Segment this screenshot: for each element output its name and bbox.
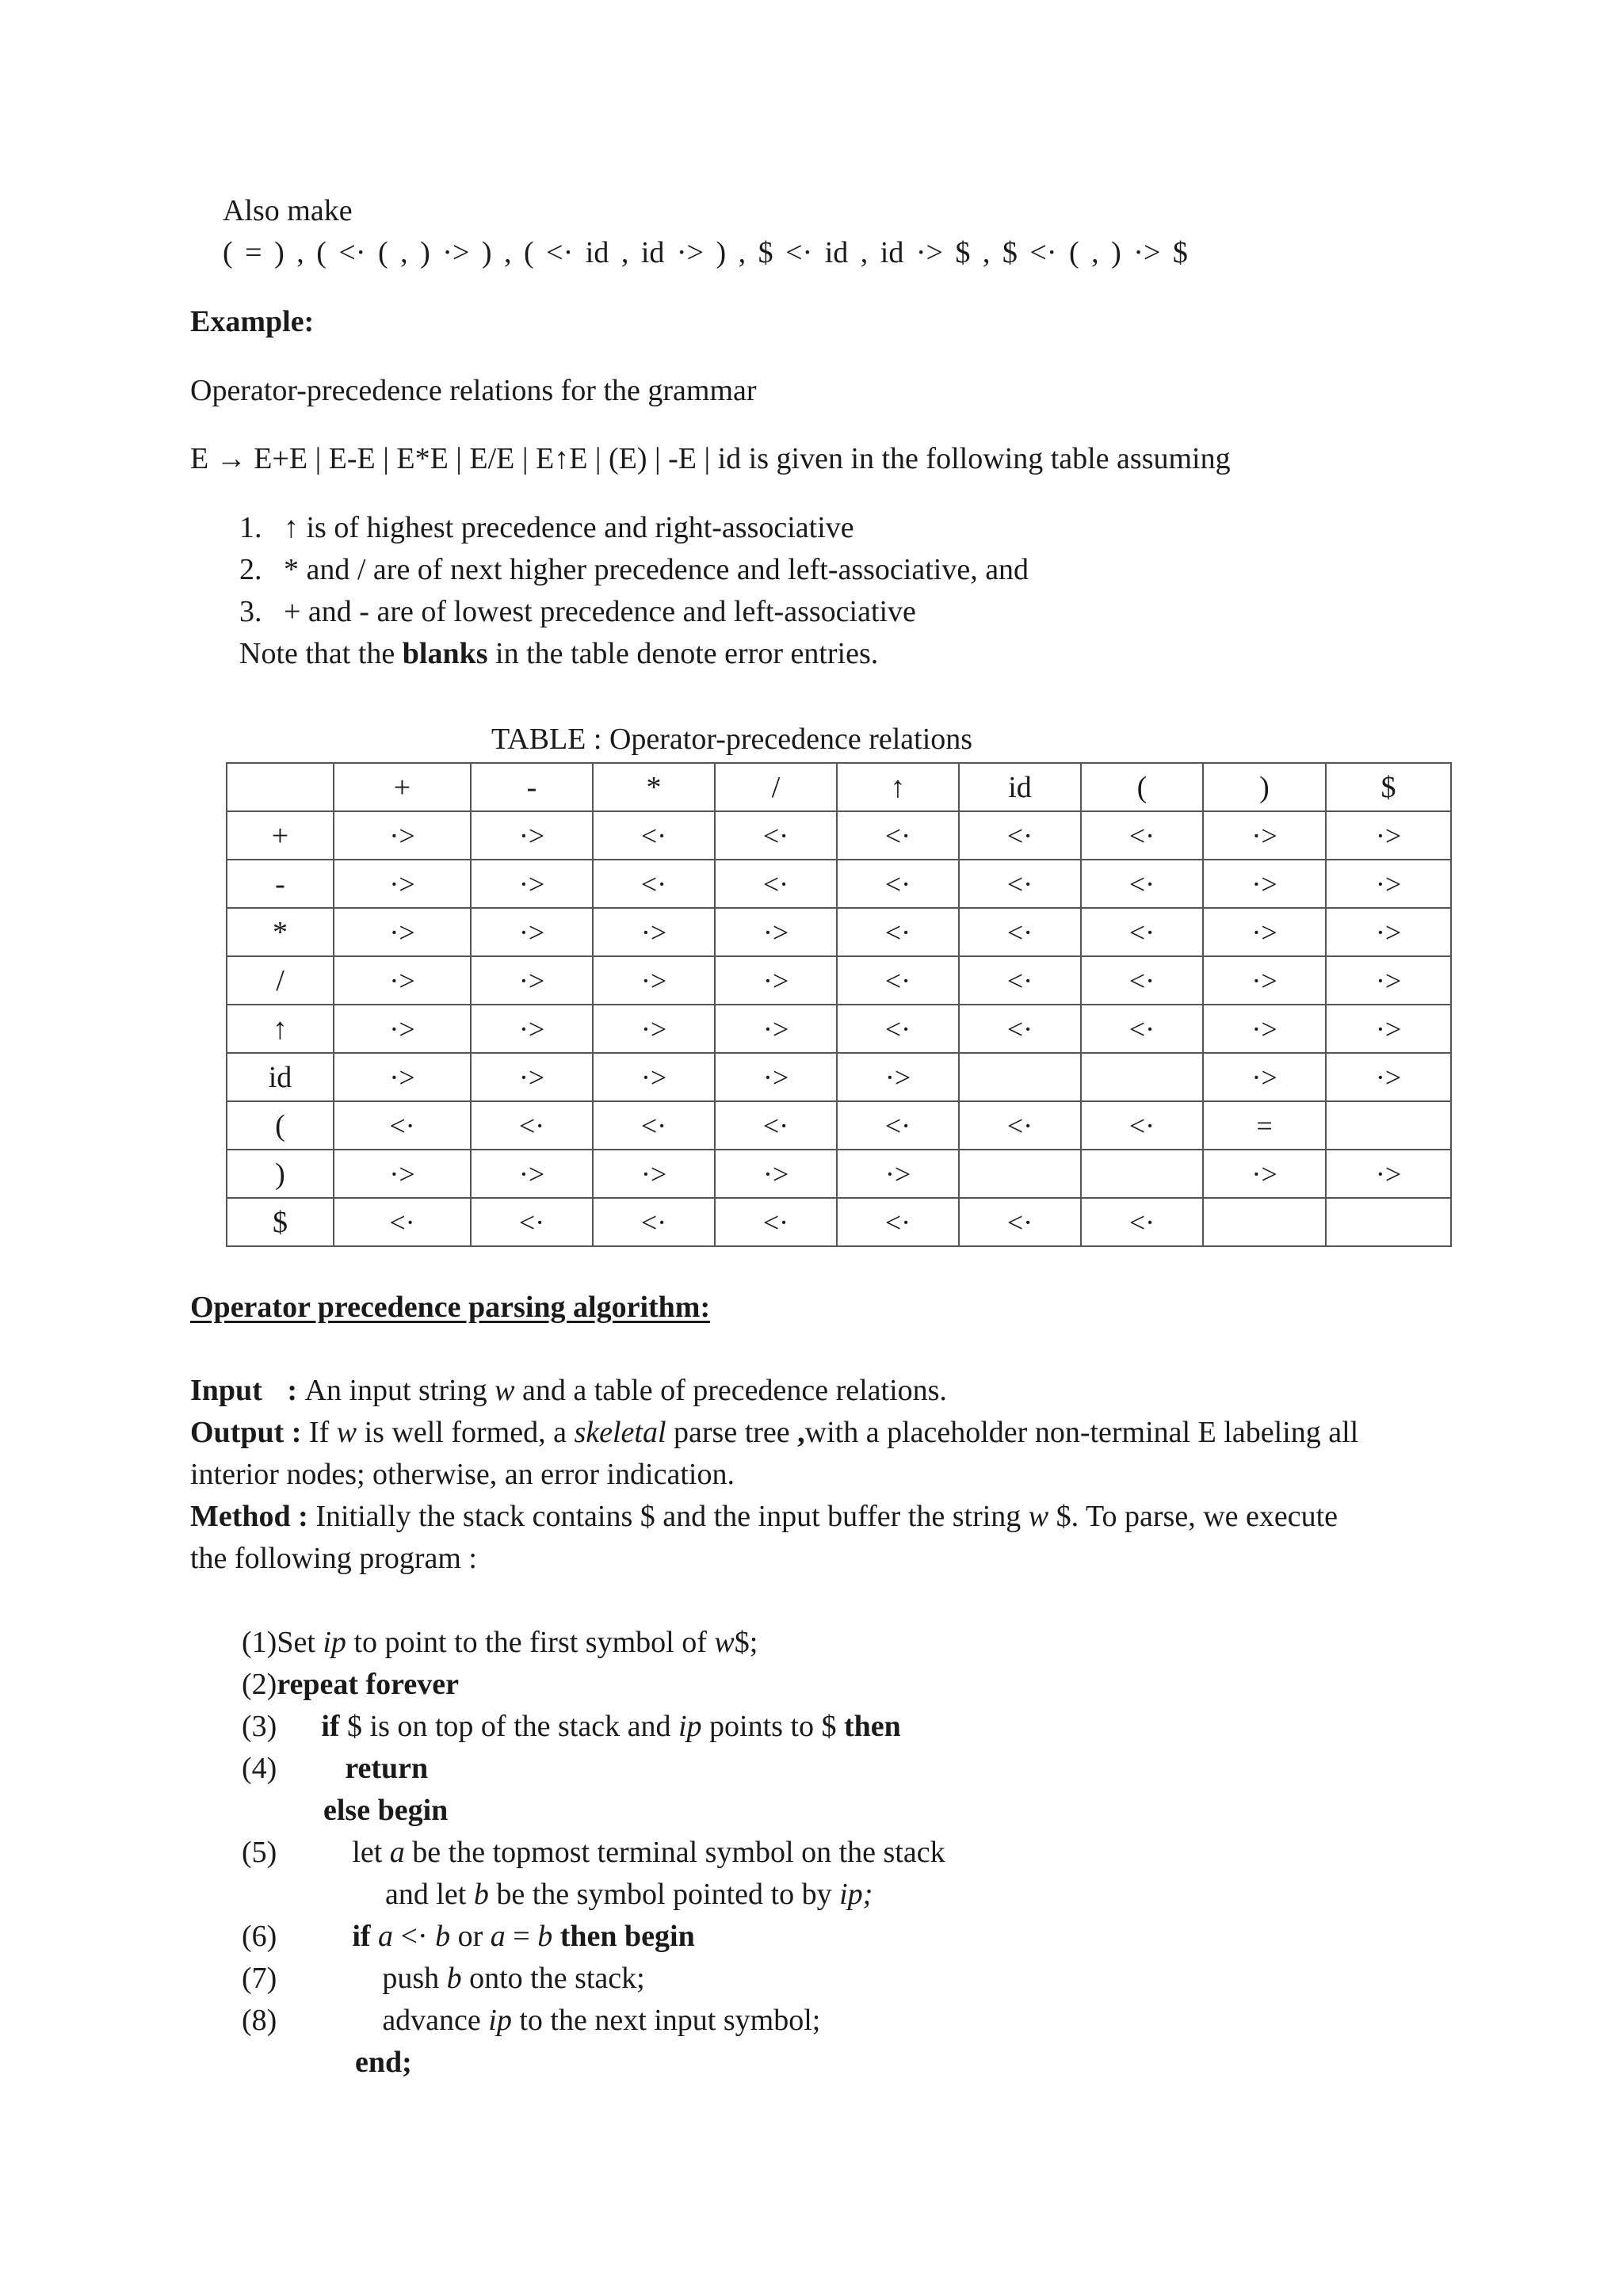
- relation-cell: ·>: [334, 860, 471, 908]
- column-header: ↑: [837, 763, 959, 811]
- relation-cell: <·: [593, 1101, 715, 1150]
- relation-cell: <·: [959, 908, 1081, 956]
- relation-cell: <·: [959, 1005, 1081, 1053]
- relation-cell: ·>: [837, 1150, 959, 1198]
- relation-cell: <·: [593, 1198, 715, 1246]
- table-row: [227, 860, 1451, 908]
- relation-cell: <·: [837, 860, 959, 908]
- blanks-note: Note that the blanks in the table denote error entries.: [239, 637, 879, 670]
- relation-cell: ·>: [1203, 1005, 1326, 1053]
- input-line: Input : An input string w and a table of precedence relations.: [190, 1374, 947, 1407]
- row-header: id: [227, 1053, 334, 1101]
- relation-cell: ·>: [715, 1053, 837, 1101]
- table-row: [227, 1150, 1451, 1198]
- program-line-7: (7) push b onto the stack;: [242, 1962, 645, 1995]
- column-header: $: [1326, 763, 1451, 811]
- assumption-text: ↑ is of highest precedence and right-associative: [284, 511, 854, 544]
- program-line-3: (3) if $ is on top of the stack and ip points to $ then: [242, 1710, 901, 1743]
- relation-cell: ·>: [334, 956, 471, 1005]
- table-row: [227, 1101, 1451, 1150]
- relation-cell: <·: [1081, 1005, 1203, 1053]
- table-row: [227, 956, 1451, 1005]
- table-row: [227, 1198, 1451, 1246]
- example-intro: Operator-precedence relations for the grammar: [190, 374, 757, 407]
- column-header: [227, 763, 334, 811]
- assumption-number: 2.: [239, 553, 262, 586]
- column-header: id: [959, 763, 1081, 811]
- program-else-begin: else begin: [323, 1794, 449, 1827]
- table-header-row: [227, 763, 1451, 811]
- program-line-6: (6) if a <· b or a = b then begin: [242, 1920, 695, 1953]
- row-header: ↑: [227, 1005, 334, 1053]
- relation-cell: ·>: [1326, 860, 1451, 908]
- table-row: [227, 1005, 1451, 1053]
- relation-cell: ·>: [593, 1150, 715, 1198]
- relation-cell: ·>: [1326, 1005, 1451, 1053]
- relation-cell: [959, 1150, 1081, 1198]
- relation-cell: ·>: [1203, 1053, 1326, 1101]
- row-header: -: [227, 860, 334, 908]
- table-row: [227, 811, 1451, 860]
- row-header: *: [227, 908, 334, 956]
- relation-cell: ·>: [593, 1005, 715, 1053]
- relation-cell: <·: [593, 860, 715, 908]
- relation-cell: ·>: [334, 811, 471, 860]
- relation-cell: <·: [837, 1005, 959, 1053]
- relation-cell: <·: [1081, 956, 1203, 1005]
- relation-cell: ·>: [593, 1053, 715, 1101]
- program-line-2: (2)repeat forever: [242, 1668, 459, 1701]
- relation-cell: ·>: [471, 1053, 593, 1101]
- relation-cell: <·: [1081, 1198, 1203, 1246]
- relation-cell: <·: [471, 1101, 593, 1150]
- relation-cell: <·: [334, 1101, 471, 1150]
- relation-cell: ·>: [837, 1053, 959, 1101]
- relation-cell: <·: [471, 1198, 593, 1246]
- relations-line: ( = ) , ( <· ( , ) ·> ) , ( <· id , id ·> ) , $ <· id , id ·> $ , $ <· ( , ) ·> $: [223, 236, 1188, 269]
- column-header: ): [1203, 763, 1326, 811]
- assumption-text: + and - are of lowest precedence and left-associative: [284, 595, 916, 628]
- relation-cell: <·: [1081, 860, 1203, 908]
- relation-cell: [959, 1053, 1081, 1101]
- relation-cell: <·: [959, 860, 1081, 908]
- output-line: Output : If w is well formed, a skeletal parse tree ,with a placeholder non-terminal E labeling all: [190, 1416, 1359, 1449]
- relation-cell: <·: [959, 811, 1081, 860]
- program-line-4: (4) return: [242, 1752, 429, 1785]
- relation-cell: <·: [715, 811, 837, 860]
- relation-cell: <·: [959, 956, 1081, 1005]
- also-make-text: Also make: [223, 194, 353, 227]
- row-header: ): [227, 1150, 334, 1198]
- precedence-table: [226, 762, 1452, 1247]
- program-line-1: (1)Set ip to point to the first symbol of w$;: [242, 1626, 758, 1659]
- relation-cell: ·>: [334, 1150, 471, 1198]
- row-header: $: [227, 1198, 334, 1246]
- relation-cell: ·>: [1326, 908, 1451, 956]
- column-header: -: [471, 763, 593, 811]
- relation-cell: ·>: [471, 956, 593, 1005]
- relation-cell: [1326, 1198, 1451, 1246]
- row-header: +: [227, 811, 334, 860]
- relation-cell: [1203, 1198, 1326, 1246]
- column-header: *: [593, 763, 715, 811]
- assumption-number: 1.: [239, 511, 262, 544]
- assumption-3: [239, 593, 916, 630]
- relation-cell: ·>: [334, 1053, 471, 1101]
- grammar-line: E → E+E | E-E | E*E | E/E | E↑E | (E) | -E | id is given in the following table assuming: [190, 442, 1231, 475]
- table-row: [227, 1053, 1451, 1101]
- relation-cell: ·>: [715, 908, 837, 956]
- relation-cell: [1081, 1150, 1203, 1198]
- relation-cell: ·>: [715, 1150, 837, 1198]
- assumption-1: [239, 509, 854, 546]
- table-row: [227, 908, 1451, 956]
- relation-cell: <·: [1081, 811, 1203, 860]
- relation-cell: ·>: [1326, 1150, 1451, 1198]
- relation-cell: <·: [837, 811, 959, 860]
- program-end: end;: [355, 2046, 412, 2079]
- relation-cell: <·: [593, 811, 715, 860]
- relation-cell: ·>: [1326, 1053, 1451, 1101]
- program-line-8: (8) advance ip to the next input symbol;: [242, 2004, 821, 2037]
- relation-cell: ·>: [1203, 811, 1326, 860]
- relation-cell: ·>: [334, 1005, 471, 1053]
- relation-cell: ·>: [593, 908, 715, 956]
- relation-cell: <·: [837, 1101, 959, 1150]
- relation-cell: =: [1203, 1101, 1326, 1150]
- example-heading: Example:: [190, 305, 315, 338]
- relation-cell: <·: [715, 860, 837, 908]
- relation-cell: <·: [1081, 1101, 1203, 1150]
- relation-cell: ·>: [1203, 1150, 1326, 1198]
- relation-cell: ·>: [471, 908, 593, 956]
- relation-cell: ·>: [471, 811, 593, 860]
- column-header: +: [334, 763, 471, 811]
- column-header: (: [1081, 763, 1203, 811]
- method-line: Method : Initially the stack contains $ and the input buffer the string w $. To parse, we execute: [190, 1500, 1338, 1533]
- assumption-number: 3.: [239, 595, 262, 628]
- table-caption: TABLE : Operator-precedence relations: [491, 723, 973, 756]
- output-line-2: interior nodes; otherwise, an error indication.: [190, 1458, 735, 1491]
- relation-cell: <·: [334, 1198, 471, 1246]
- relation-cell: ·>: [715, 956, 837, 1005]
- program-line-5b: and let b be the symbol pointed to by ip;: [385, 1878, 873, 1911]
- relation-cell: ·>: [593, 956, 715, 1005]
- assumption-2: [239, 551, 1029, 588]
- relation-cell: ·>: [1326, 811, 1451, 860]
- relation-cell: <·: [959, 1198, 1081, 1246]
- relation-cell: ·>: [471, 1150, 593, 1198]
- algorithm-heading: Operator precedence parsing algorithm:: [190, 1291, 711, 1324]
- relation-cell: <·: [959, 1101, 1081, 1150]
- column-header: /: [715, 763, 837, 811]
- row-header: /: [227, 956, 334, 1005]
- relation-cell: <·: [837, 908, 959, 956]
- relation-cell: ·>: [715, 1005, 837, 1053]
- method-line-2: the following program :: [190, 1542, 477, 1575]
- relation-cell: [1326, 1101, 1451, 1150]
- relation-cell: ·>: [1203, 956, 1326, 1005]
- relation-cell: ·>: [1203, 908, 1326, 956]
- relation-cell: <·: [1081, 908, 1203, 956]
- relation-cell: <·: [715, 1198, 837, 1246]
- relation-cell: ·>: [334, 908, 471, 956]
- relation-cell: ·>: [471, 1005, 593, 1053]
- assumption-text: * and / are of next higher precedence and left-associative, and: [284, 553, 1029, 586]
- relation-cell: ·>: [471, 860, 593, 908]
- relation-cell: ·>: [1203, 860, 1326, 908]
- relation-cell: <·: [715, 1101, 837, 1150]
- row-header: (: [227, 1101, 334, 1150]
- relation-cell: ·>: [1326, 956, 1451, 1005]
- relation-cell: <·: [837, 1198, 959, 1246]
- relation-cell: <·: [837, 956, 959, 1005]
- program-line-5: (5) let a be the topmost terminal symbol on the stack: [242, 1836, 945, 1869]
- relation-cell: [1081, 1053, 1203, 1101]
